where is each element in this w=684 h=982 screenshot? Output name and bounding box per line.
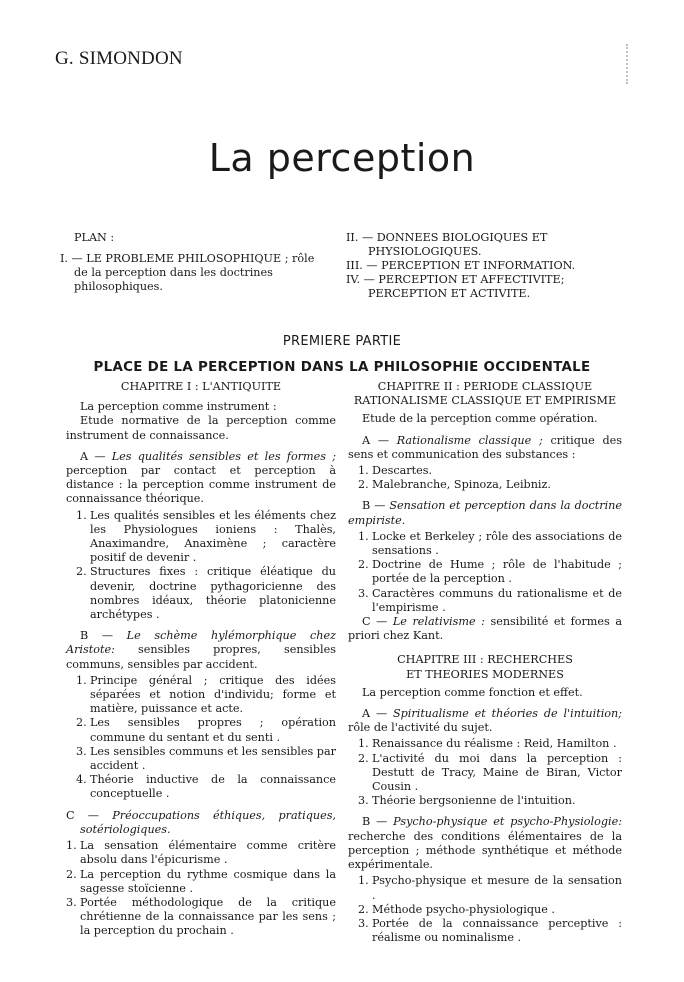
- intro-text: Etude de la perception comme opération.: [362, 412, 598, 426]
- list-item: 2. Structures fixes : critique éléatique du devenir, doctrine pythagoricienne des nombres idéaux, théorie platonicienne archétypes .: [76, 565, 336, 622]
- plan-label: PLAN :: [74, 231, 115, 244]
- section-text: recherche des conditions élémentaires de la perception ; méthode synthétique et méthode expérimentale.: [348, 829, 622, 872]
- section-c: [66, 809, 336, 837]
- section-heading: Sensation et perception dans la doctrine empiriste.: [348, 499, 622, 527]
- list-item: 2. Méthode psycho-physiologique .: [358, 902, 555, 916]
- section-heading: Le relativisme :: [392, 615, 485, 629]
- list-item: 2. Les sensibles propres ; opération commune du sentant et du senti .: [76, 716, 336, 744]
- section-prefix: C —: [66, 808, 113, 822]
- section-text: sensibilité et formes a priori chez Kant.: [348, 615, 622, 643]
- list-item: 2. Doctrine de Hume ; rôle de l'habitude ; portée de la perception .: [358, 558, 622, 586]
- section-text: critique des sens et communication des substances :: [348, 433, 622, 461]
- list-item: 2. La perception du rythme cosmique dans la sagesse stoïcienne .: [66, 867, 336, 895]
- list-item: 1. Les qualités sensibles et les éléments chez les Physiologues ioniens : Thalès, Anaximandre, Anaximène ; caractère positif de devenir .: [76, 508, 336, 565]
- section-b: [348, 815, 622, 872]
- plan-item: I. — LE PROBLEME PHILOSOPHIQUE ; rôle de la perception dans les doctrines philosophiques.: [60, 252, 315, 293]
- chapter-heading: CHAPITRE III : RECHERCHES ET THEORIES MODERNES: [397, 653, 573, 681]
- plan-item: II. — DONNEES BIOLOGIQUES ET PHYSIOLOGIQUES.: [346, 231, 548, 258]
- part-label: PREMIERE PARTIE: [282, 334, 402, 349]
- section-a: [348, 434, 622, 462]
- list-item: 1. Locke et Berkeley ; rôle des associations de sensations .: [358, 529, 622, 558]
- section-prefix: A —: [362, 433, 397, 447]
- scan-artifact: [626, 44, 632, 84]
- author-name: G. SIMONDON: [55, 48, 183, 69]
- section-prefix: A —: [362, 707, 393, 721]
- section-prefix: B —: [362, 499, 390, 513]
- list-item: 3. Théorie bergsonienne de l'intuition.: [358, 794, 576, 808]
- list-item: 3. Caractères communs du rationalisme et de l'empirisme .: [358, 586, 622, 614]
- section-prefix: B —: [362, 815, 394, 829]
- section-heading: Préoccupations éthiques, pratiques, sotériologiques.: [80, 808, 336, 836]
- section-b: [348, 499, 622, 527]
- list-item: 1. La sensation élémentaire comme critère absolu dans l'épicurisme .: [66, 839, 336, 867]
- list-item: 3. Portée de la connaissance perceptive : réalisme ou nominalisme .: [358, 916, 622, 945]
- section-text: perception par contact et perception à distance : la perception comme instrument de connaissance théorique.: [66, 464, 336, 506]
- intro-line: La perception comme instrument :: [80, 400, 277, 414]
- section-heading: Les qualités sensibles et les formes ;: [111, 449, 337, 463]
- list-item: 2. Malebranche, Spinoza, Leibniz.: [358, 478, 551, 492]
- part-title: PLACE DE LA PERCEPTION DANS LA PHILOSOPHIE OCCIDENTALE: [93, 360, 591, 375]
- section-heading: Spiritualisme et théories de l'intuition;: [392, 707, 622, 721]
- plan-item: III. — PERCEPTION ET INFORMATION.: [346, 259, 576, 272]
- page-title: La perception: [208, 136, 476, 180]
- section-c: [348, 615, 622, 643]
- section-heading: Le schème hylémorphique chez Aristote:: [66, 629, 336, 657]
- list-item: 3. Les sensibles communs et les sensibles par accident .: [76, 744, 336, 773]
- section-text: sensibles propres, sensibles communs, sensibles par accident.: [66, 643, 336, 671]
- list-item: 2. L'activité du moi dans la perception : Destutt de Tracy, Maine de Biran, Victor Cousin .: [358, 751, 622, 794]
- chapter-heading: CHAPITRE I : L'ANTIQUITE: [120, 380, 282, 393]
- left-column: [66, 380, 336, 939]
- section-text: rôle de l'activité du sujet.: [348, 721, 493, 735]
- plan-item: IV. — PERCEPTION ET AFFECTIVITE; PERCEPTION ET ACTIVITE.: [346, 273, 565, 300]
- section-a: [66, 450, 336, 507]
- section-prefix: A —: [80, 449, 112, 463]
- list-item: 1. Principe général ; critique des idées séparées et notion d'individu; forme et matière, puissance et acte.: [76, 673, 336, 716]
- list-item: 1. Descartes.: [358, 464, 433, 478]
- section-prefix: C —: [362, 615, 393, 629]
- list-item: 4. Théorie inductive de la connaissance conceptuelle .: [76, 773, 336, 801]
- list-item: 3. Portée méthodologique de la critique chrétienne de la connaissance par les sens ; la perception du prochain .: [66, 895, 336, 938]
- intro-text: La perception comme fonction et effet.: [362, 685, 583, 699]
- intro-text: Etude normative de la perception comme instrument de connaissance.: [66, 414, 336, 442]
- section-b: [66, 629, 336, 672]
- section-prefix: B —: [80, 629, 127, 643]
- list-item: 1. Psycho-physique et mesure de la sensation .: [358, 874, 622, 902]
- chapter-heading: CHAPITRE II : PERIODE CLASSIQUE RATIONALISME CLASSIQUE ET EMPIRISME: [353, 380, 617, 408]
- section-a: [348, 707, 622, 735]
- list-item: 1. Renaissance du réalisme : Reid, Hamilton .: [358, 737, 617, 751]
- section-heading: Psycho-physique et psycho-Physiologie:: [393, 815, 622, 829]
- section-heading: Rationalisme classique ;: [396, 433, 543, 447]
- right-column: [348, 380, 622, 945]
